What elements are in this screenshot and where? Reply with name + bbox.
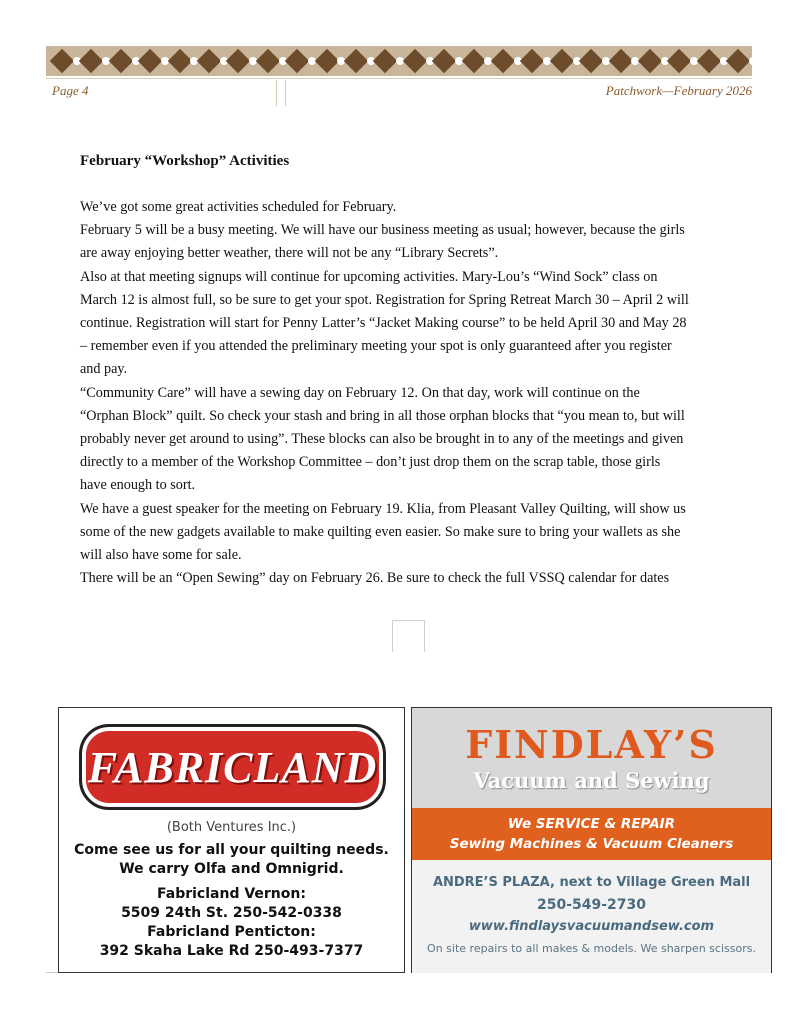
band-diamond: [667, 49, 691, 73]
band-diamond: [461, 49, 485, 73]
publication-title: Patchwork—February 2026: [605, 83, 752, 98]
fabricland-penticton-name: Fabricland Penticton:: [147, 924, 316, 940]
band-diamond: [50, 49, 74, 73]
band-diamond: [638, 49, 662, 73]
band-diamond: [314, 49, 338, 73]
article: [80, 153, 690, 590]
fabricland-tagline-2: We carry Olfa and Omnigrid.: [119, 861, 344, 877]
fabricland-owner: (Both Ventures Inc.): [166, 820, 297, 835]
band-diamond: [344, 49, 368, 73]
fabricland-vernon-name: Fabricland Vernon:: [157, 886, 306, 902]
band-diamond: [373, 49, 397, 73]
findlays-service-line-1: We SERVICE & REPAIR: [507, 816, 676, 832]
band-diamond: [697, 49, 721, 73]
findlays-subtitle: Vacuum and Sewing: [473, 768, 710, 793]
findlays-ad[interactable]: [411, 707, 772, 973]
band-diamond: [79, 49, 103, 73]
band-diamond: [197, 49, 221, 73]
footer-rule: [46, 972, 58, 973]
band-diamond: [520, 49, 544, 73]
findlays-phone: 250-549-2730: [536, 897, 647, 913]
band-dot: [749, 57, 752, 65]
findlays-note: On site repairs to all makes & models. We sharpen scissors.: [427, 942, 756, 955]
decorative-header-band: [46, 46, 752, 76]
findlays-name: FINDLAY’S: [465, 722, 718, 767]
band-diamond: [550, 49, 574, 73]
band-diamond: [726, 49, 750, 73]
article-title: February “Workshop” Activities: [80, 153, 290, 169]
fabricland-tagline-1: Come see us for all your quilting needs.: [74, 842, 389, 858]
fabricland-logo: [79, 724, 386, 810]
findlays-website: www.findlaysvacuumandsew.com: [468, 919, 715, 934]
fabricland-penticton-address: 392 Skaha Lake Rd 250-493-7377: [99, 943, 364, 959]
findlays-contact: [412, 860, 771, 973]
findlays-address: ANDRE’S PLAZA, next to Village Green Mall: [432, 875, 751, 890]
band-diamond: [608, 49, 632, 73]
fabricland-logo-text: FABRICLAND: [87, 742, 378, 792]
band-diamond: [226, 49, 250, 73]
page-footer-box: [392, 620, 425, 652]
fabricland-ad[interactable]: [58, 707, 405, 973]
findlays-service-band: [412, 808, 771, 860]
band-diamond: [256, 49, 280, 73]
band-diamond: [167, 49, 191, 73]
band-diamond: [109, 49, 133, 73]
page-number: Page 4: [52, 83, 89, 98]
header-rule: [46, 78, 752, 79]
band-diamond: [491, 49, 515, 73]
band-diamond: [579, 49, 603, 73]
band-diamond: [285, 49, 309, 73]
band-diamond: [138, 49, 162, 73]
fabricland-vernon-address: 5509 24th St. 250-542-0338: [121, 905, 342, 921]
band-diamond: [403, 49, 427, 73]
header-divider: [276, 80, 277, 106]
band-diamond: [432, 49, 456, 73]
fabricland-details: [59, 820, 404, 961]
findlays-service-line-2: Sewing Machines & Vacuum Cleaners: [449, 836, 734, 852]
article-body: We’ve got some great activities scheduled for February. February 5 will be a busy meeting. We will have our business meeting as usual; however, because the girls are away enjoying better weather, there will not be any “Library Secrets”. Also at that meeting signups will continue for upcoming activities. Mary-Lou’s “Wind Sock” class on March 12 is almost full, so be sure to get your spot. Registration for Spring Retreat March 30 – April 2 will continue. Registration will start for Penny Latter’s “Jacket Making course” to be held April 30 and May 28 – remember even if you attended the preliminary meeting your spot is only guaranteed after you register and pay. “Community Care” will have a sewing day on February 12. On that day, work will continue on the “Orphan Block” quilt. So check your stash and bring in all those orphan blocks that “you mean to, but will probably never get around to using”. These blocks can also be brought in to any of the meetings and given directly to a member of the Workshop Committee – don’t just drop them on the scrap table, those girls have enough to sort. We have a guest speaker for the meeting on February 19. Klia, from Pleasant Valley Quilting, will show us some of the new gadgets available to make quilting even easier. So make sure to bring your wallets as she will also have some for sale. There will be an “Open Sewing” day on February 26. Be sure to check the full VSSQ calendar for dates: [80, 199, 689, 587]
header-divider: [285, 80, 286, 106]
